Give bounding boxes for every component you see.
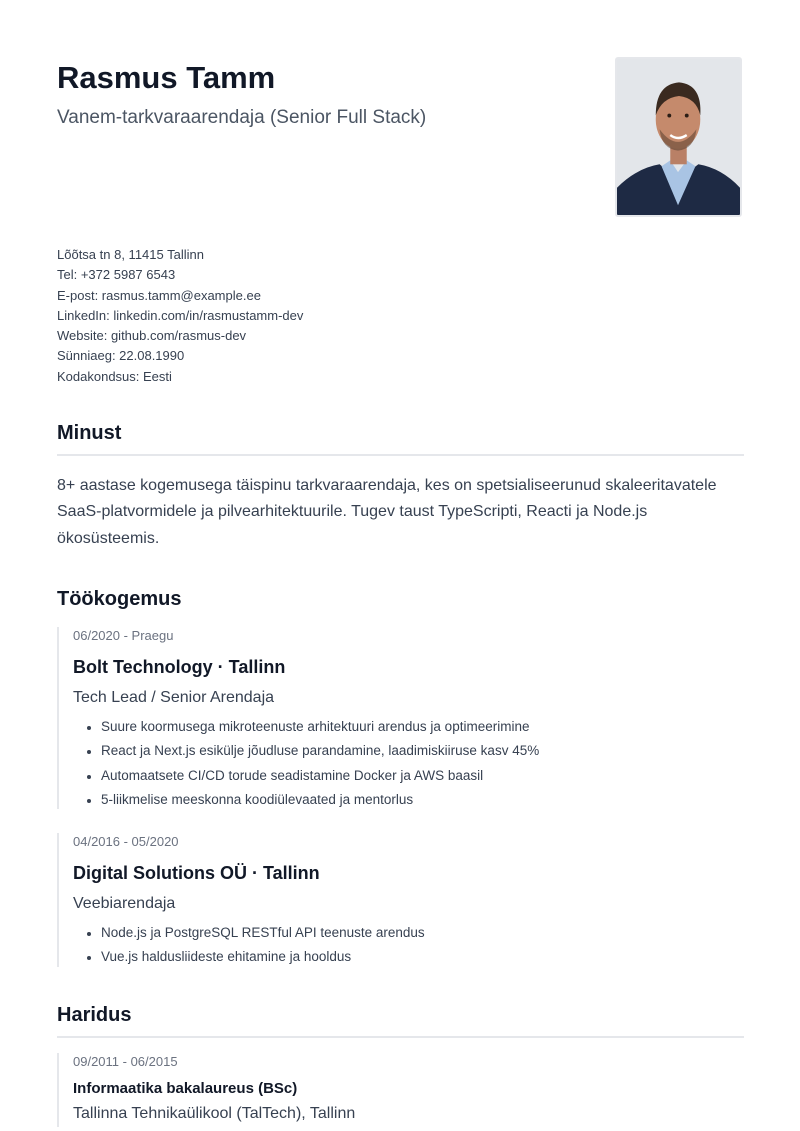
job-entry xyxy=(57,833,744,967)
contact-website[interactable]: Website: github.com/rasmus-dev xyxy=(57,328,247,344)
about-text: 8+ aastase kogemusega täispinu tarkvaraarendaja, kes on spetsialiseerunud skaleeritavatele SaaS-platvormidele ja pilvearhitektuurile. Tugev taust TypeScripti, Reacti ja Node.js ökosüsteemis. xyxy=(57,477,717,547)
contact-linkedin[interactable]: LinkedIn: linkedin.com/in/rasmustamm-dev xyxy=(57,307,304,323)
contact-email[interactable]: E-post: rasmus.tamm@example.ee xyxy=(57,287,261,303)
education-degree: Informaatika bakalaureus (BSc) xyxy=(73,1080,298,1097)
job-title: Vanem-tarkvaraarendaja (Senior Full Stack) xyxy=(57,107,427,128)
contact-citizenship: Kodakondsus: Eesti xyxy=(57,368,172,384)
job-bullets xyxy=(73,715,744,812)
job-bullet: • Suure koormusega mikroteenuste arhitektuuri arendus ja optimeerimine xyxy=(101,715,744,739)
job-role: Tech Lead / Senior Arendaja xyxy=(73,689,275,706)
about-heading: Minust xyxy=(57,420,744,456)
education-dates: 09/2011 - 06/2015 xyxy=(73,1054,178,1069)
profile-photo xyxy=(615,57,742,217)
job-dates: 06/2020 - Praegu xyxy=(73,628,174,643)
contact-address: Lõõtsa tn 8, 11415 Tallinn xyxy=(57,247,204,262)
job-role: Veebiarendaja xyxy=(73,895,176,912)
education-heading: Haridus xyxy=(57,1002,744,1038)
job-dates: 04/2016 - 05/2020 xyxy=(73,834,179,849)
job-bullet: • 5-liikmelise meeskonna koodiülevaated ja mentorlus xyxy=(101,788,744,812)
job-company: Digital Solutions OÜ · Tallinn xyxy=(73,863,320,883)
cv-page xyxy=(57,0,744,1131)
education-entry xyxy=(57,1053,744,1127)
job-bullets xyxy=(73,921,744,970)
experience-heading: Töökogemus xyxy=(57,588,182,610)
job-bullet: • Node.js ja PostgreSQL RESTful API teenuste arendus xyxy=(101,921,744,945)
education-school: Tallinna Tehnikaülikool (TalTech), Tallinn xyxy=(73,1105,356,1122)
contact-block xyxy=(57,245,303,387)
job-bullet: • React ja Next.js esikülje jõudluse parandamine, laadimiskiiruse kasv 45% xyxy=(101,739,744,763)
contact-phone: Tel: +372 5987 6543 xyxy=(57,267,176,283)
job-bullet: • Vue.js haldusliideste ehitamine ja hooldus xyxy=(101,945,744,969)
contact-birthdate: Sünniaeg: 22.08.1990 xyxy=(57,348,185,364)
job-entry xyxy=(57,627,744,809)
job-company: Bolt Technology · Tallinn xyxy=(73,657,286,677)
person-name: Rasmus Tamm xyxy=(57,60,276,95)
job-bullet: • Automaatsete CI/CD torude seadistamine Docker ja AWS baasil xyxy=(101,764,744,788)
